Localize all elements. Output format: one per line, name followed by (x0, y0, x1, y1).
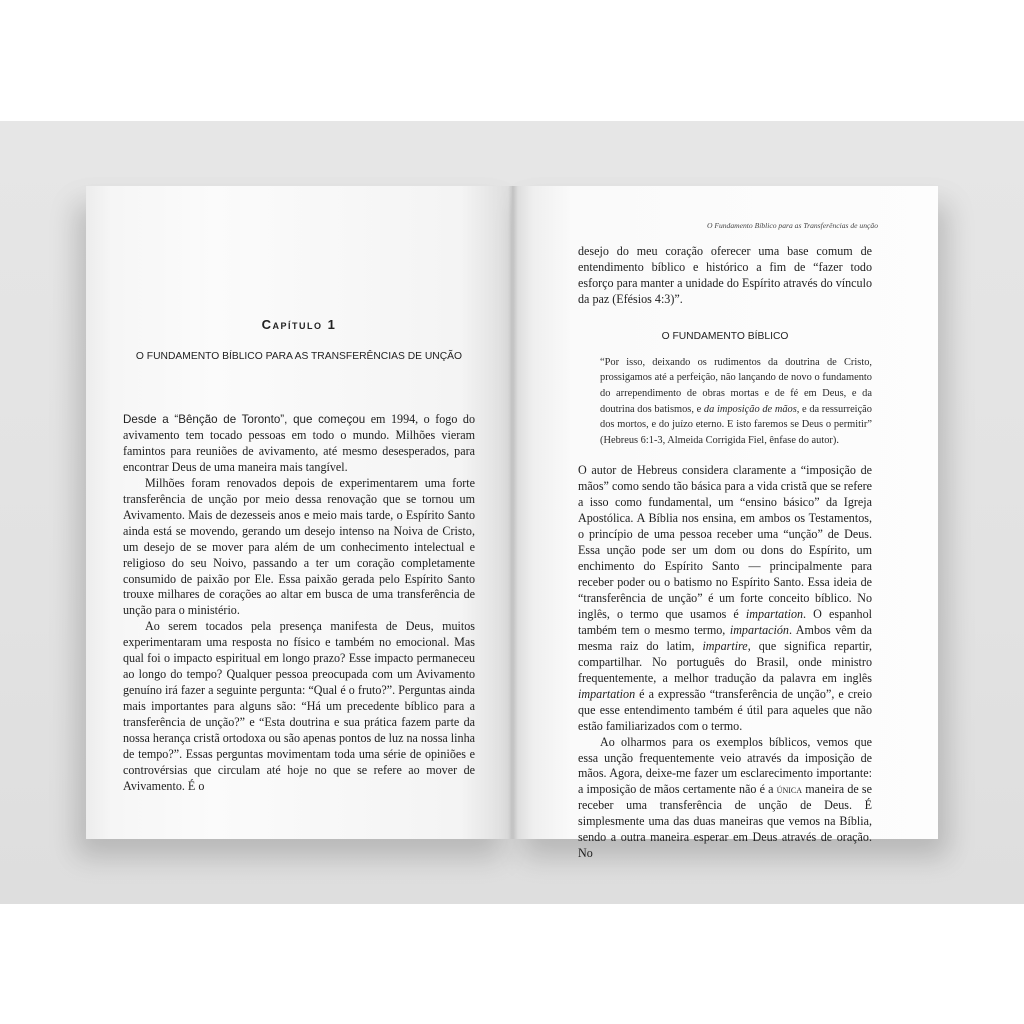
quote-text: “Por isso, deixando os rudimentos da doutrina de Cristo, prossigamos até a perfeição, não lançando de novo o fundamento do arrependimento de obras mortas e de fé em Deus, e da doutrina dos batismos, e (600, 356, 872, 415)
body-paragraph: Ao serem tocados pela presença manifesta de Deus, muitos experimentaram uma resposta no físico e também no emocional. Mas qual foi o impacto espiritual em longo prazo? Esse impacto permaneceu ao longo do tempo? Qualquer pessoa preocupada com um Avivamento genuíno irá fazer a seguinte pergunta: “Qual é o fruto?”. Perguntas ainda mais importantes para alguns são: “Há um precedente bíblico para a transferência de unção?” e “Esta doutrina e sua prática fazem parte da nossa herança cristã ortodoxa ou são apenas pontos de luz na nossa linha de tempo?”. Essas perguntas movimentam toda uma série de opiniões e controvérsias que circulam até hoje no que se refere ao mover de Avivamento. É o (123, 619, 475, 793)
italic-term: impartire (702, 638, 748, 653)
body-paragraph (578, 463, 872, 734)
quote-emphasis: da imposição de mãos (703, 403, 797, 415)
body-paragraph (578, 735, 872, 863)
running-head: O Fundamento Bíblico para as Transferências de unção (706, 221, 878, 230)
paragraph-text: . Ambos vêm da mesma raiz do latim, (578, 622, 872, 653)
italic-term: impartación (729, 622, 789, 637)
body-paragraph: Milhões foram renovados depois de experimentarem uma forte transferência de unção por meio dessa renovação que se tornou um Avivamento. Mais de dezesseis anos e meio mais tarde, o Espírito Santo ainda está se movendo, gerando um desejo intenso na Noiva de Cristo, um desejo de se mover para além de um conhecimento intelectual e religioso do seu Noivo, passando a ter um coração completamente consumido de paixão por Ele. Essa paixão gerada pelo Espírito Santo trouxe milhares de corações ao altar em busca de uma transferência de unção para o ministério. (123, 475, 475, 618)
paragraph-text: . O espanhol também tem o mesmo termo, (578, 606, 873, 637)
left-page (86, 186, 512, 839)
body-paragraph (123, 412, 475, 476)
scripture-quote (600, 355, 872, 449)
italic-term: impartation (578, 686, 636, 701)
section-heading: O FUNDAMENTO BÍBLICO (661, 330, 789, 342)
book-spine-shadow (508, 186, 518, 839)
body-paragraph: desejo do meu coração oferecer uma base comum de entendimento bíblico e histórico a fim de “fazer todo esforço para manter a unidade do Espírito através do vínculo da paz (Efésios 4:3)”. (578, 244, 872, 306)
paragraph-text: Ao olharmos para os exemplos bíblicos, vemos que essa unção frequentemente veio através da imposição de mãos. Agora, deixe-me fazer um esclarecimento importante: a imposição de mãos certamente não é a (578, 734, 872, 797)
left-body-text (123, 412, 475, 795)
lead-in-text: Desde a “Bênção de Toronto”, que começou (123, 413, 366, 426)
right-body-text (578, 244, 872, 862)
paragraph-text: em 1994, o fogo do avivamento tem tocado pessoas em todo o mundo. Milhões vieram famintos para reuniões de avivamento, até mesmo desesperados, para encontrar Deus de uma maneira mais tangível. (123, 412, 475, 474)
paragraph-text: é a expressão “transferência de unção”, e creio que esse entendimento também é útil para aqueles que não estão familiarizados com o termo. (578, 686, 872, 733)
chapter-title: O FUNDAMENTO BÍBLICO PARA AS TRANSFERÊNCIAS DE UNÇÃO (135, 351, 463, 362)
paragraph-text: maneira de se receber uma transferência de unção de Deus. É simplesmente uma das duas maneiras que vemos na Bíblia, sendo a outra maneira esperar em Deus através de oração. No (578, 782, 872, 861)
quote-text: , e da ressurreição dos mortos, e do juízo eterno. E isto faremos se Deus o permitir” (Hebreus 6:1-3, Almeida Corrigida Fiel, ênfase do autor). (600, 403, 872, 446)
paragraph-text: , que significa repartir, compartilhar. No português do Brasil, onde ministro frequentemente, a melhor tradução da palavra em inglês (578, 638, 872, 685)
chapter-number: Capítulo 1 (261, 317, 337, 332)
italic-term: impartation (745, 606, 804, 621)
right-page (512, 186, 938, 861)
small-caps-term: única (776, 782, 803, 797)
paragraph-text: O autor de Hebreus considera claramente a “imposição de mãos” como sendo tão básica para a vida cristã que se refere a isso como fundamental, um “ensino básico” da Igreja Apostólica. A Bíblia nos ensina, em ambos os Testamentos, o princípio de uma pessoa receber uma “unção” de Deus. Essa unção pode ser um dom ou dons do Espírito, um enchimento do Espírito Santo — principalmente para receber poder ou o batismo no Espírito Santo. Essa ideia de “transferência de unção” é um forte conceito bíblico. No inglês, o termo que usamos é (578, 463, 872, 621)
